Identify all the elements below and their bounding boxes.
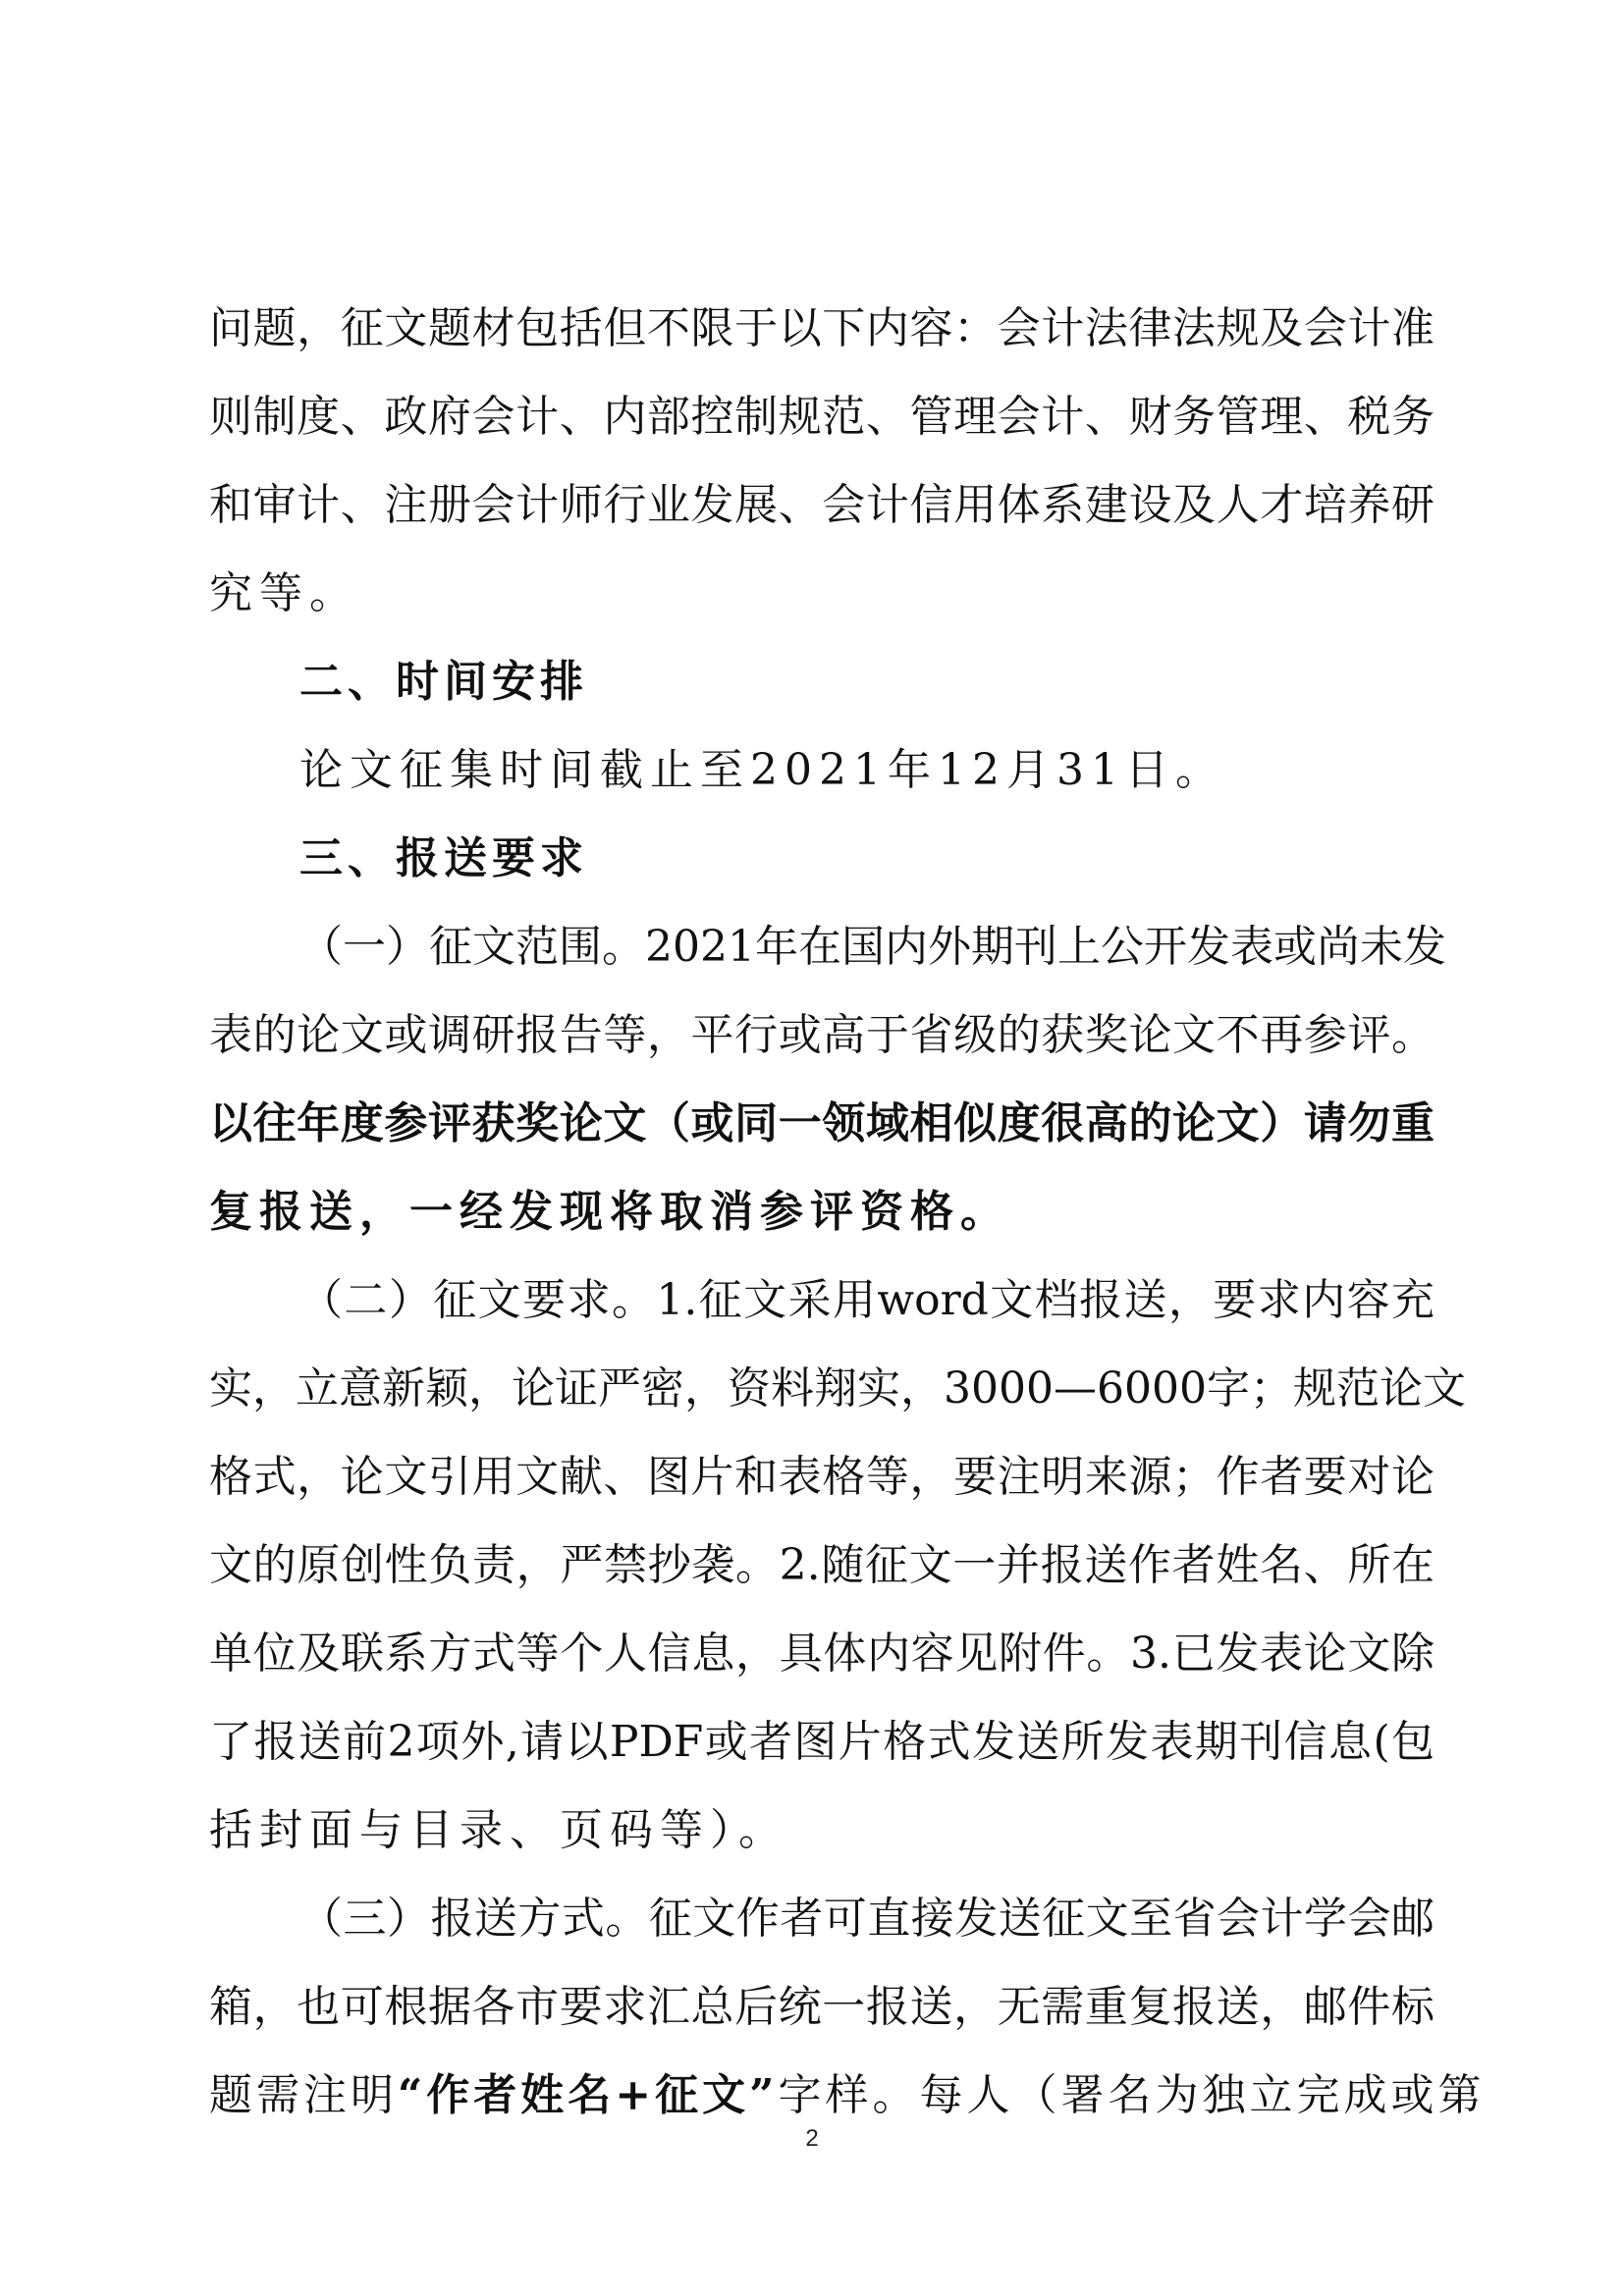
paragraph-line: 论文征集时间截止至2021年12月31日。 [299, 745, 1225, 795]
paragraph-line: 和审计、注册会计师行业发展、会计信用体系建设及人才培养研 [209, 480, 1435, 530]
page-number: 2 [805, 2125, 819, 2152]
paragraph-line: （二）征文要求。1.征文采用word文档报送，要求内容充 [299, 1275, 1435, 1325]
emphasis-line: 以往年度参评获奖论文（或同一领域相似度很高的论文）请勿重 [209, 1098, 1435, 1148]
paragraph-line: 文的原创性负责，严禁抄袭。2.随征文一并报送作者姓名、所在 [209, 1540, 1435, 1590]
paragraph-line: 括封面与目录、页码等）。 [209, 1805, 788, 1855]
paragraph-line: 问题，征文题材包括但不限于以下内容：会计法律法规及会计准 [209, 303, 1435, 353]
text-run: 字样。每人（署名为独立完成或第 [778, 2070, 1486, 2120]
paragraph-line: 究等。 [209, 568, 359, 618]
paragraph-line [209, 2066, 1486, 2125]
paragraph-line: 箱，也可根据各市要求汇总后统一报送，无需重复报送，邮件标 [209, 1982, 1435, 2032]
paragraph-line: 单位及联系方式等个人信息，具体内容见附件。3.已发表论文除 [209, 1629, 1435, 1679]
paragraph-line: 表的论文或调研报告等，平行或高于省级的获奖论文不再参评。 [209, 1010, 1435, 1060]
emphasis-line: 复报送，一经发现将取消参评资格。 [209, 1187, 1010, 1237]
paragraph-line: 了报送前2项外,请以PDF或者图片格式发送所发表期刊信息(包 [209, 1717, 1435, 1767]
paragraph-line: （三）报送方式。征文作者可直接发送征文至省会计学会邮 [299, 1894, 1435, 1944]
paragraph-line: 实，立意新颖，论证严密，资料翔实，3000—6000字；规范论文 [209, 1363, 1466, 1414]
text-run: 题需注明 [209, 2070, 398, 2120]
section-heading: 二、时间安排 [299, 657, 588, 707]
section-heading: 三、报送要求 [299, 833, 588, 883]
paragraph-line: 则制度、政府会计、内部控制规范、管理会计、财务管理、税务 [209, 392, 1435, 442]
emphasis-text: “作者姓名+征文” [398, 2070, 779, 2120]
paragraph-line: （一）征文范围。2021年在国内外期刊上公开发表或尚未发 [299, 922, 1446, 972]
paragraph-line: 格式，论文引用文献、图片和表格等，要注明来源；作者要对论 [209, 1452, 1435, 1502]
